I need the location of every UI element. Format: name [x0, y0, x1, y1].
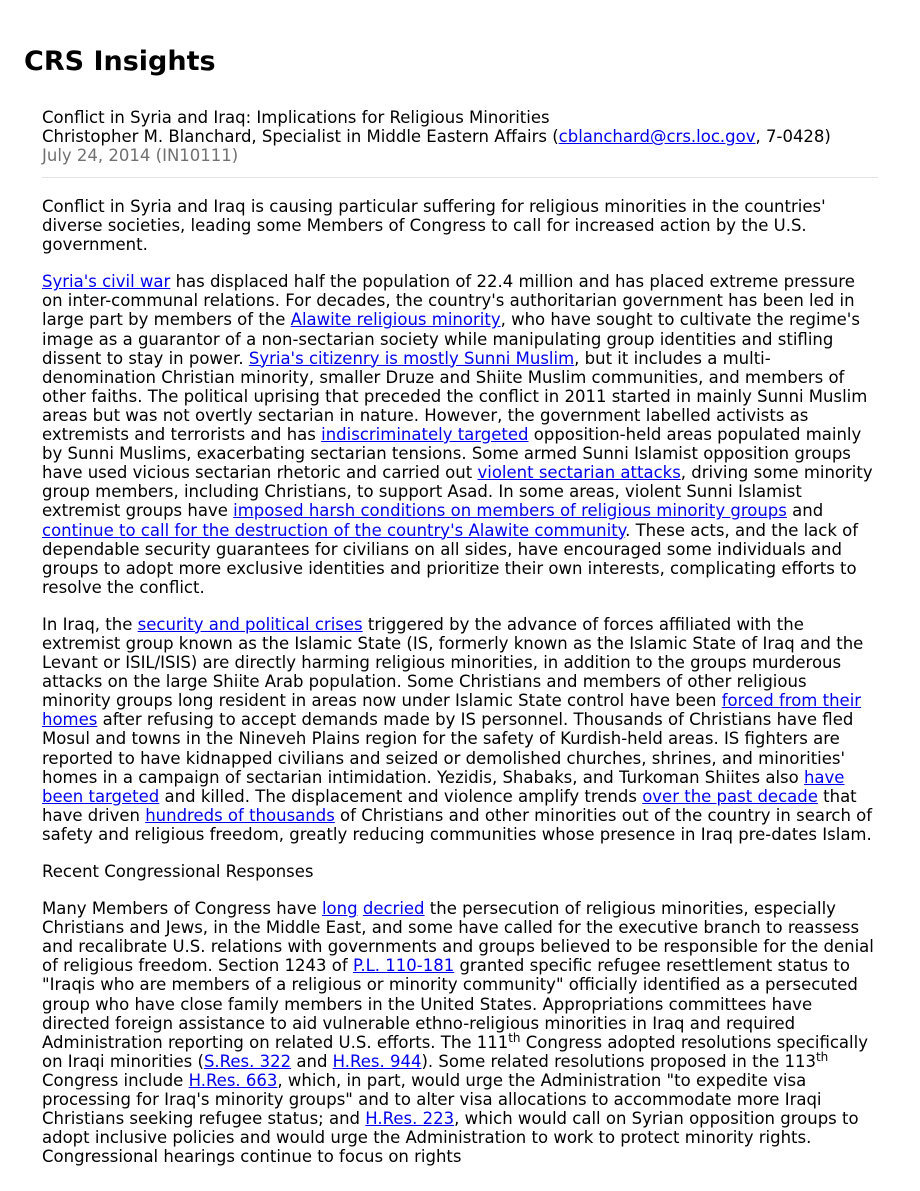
- link-security-political-crises[interactable]: security and political crises: [137, 614, 363, 634]
- superscript-th: th: [815, 1049, 829, 1064]
- header-divider: [42, 177, 878, 178]
- author-line: [42, 127, 882, 146]
- link-harsh-conditions[interactable]: imposed harsh conditions on members of religious minority groups: [233, 501, 787, 521]
- report-title: Conflict in Syria and Iraq: Implications for Religious Minorities: [42, 108, 550, 127]
- article-body: [42, 197, 880, 1184]
- site-title: CRS Insights: [24, 46, 216, 77]
- link-syria-civil-war[interactable]: Syria's civil war: [42, 272, 171, 292]
- link-pl-110-181[interactable]: P.L. 110-181: [352, 956, 455, 976]
- link-past-decade[interactable]: over the past decade: [642, 786, 818, 806]
- link-hres-944[interactable]: H.Res. 944: [332, 1051, 422, 1071]
- link-hres-663[interactable]: H.Res. 663: [188, 1070, 278, 1090]
- link-long[interactable]: long: [321, 899, 358, 919]
- link-been-targeted[interactable]: have been targeted: [42, 767, 845, 806]
- author-email-link[interactable]: cblanchard@crs.loc.gov: [558, 127, 756, 146]
- paragraph-syria: Syria's civil war has displaced half the population of 22.4 million and has placed extreme pressure on inter-communal relations. For decades, the country's authoritarian government has been led in large part by members of the Alawite religious minority, who have sought to cultivate the regime's image as a guarantor of a non-sectarian society while manipulating group identities and stifling dissent to stay in power. Syria's citizenry is mostly Sunni Muslim, but it includes a multi-denomination Christian minority, smaller Druze and Shiite Muslim communities, and members of other faiths. The political uprising that preceded the conflict in 2011 started in mainly Sunni Muslim areas but was not overtly sectarian in nature. However, the government labelled activists as extremists and terrorists and has indiscriminately targeted opposition-held areas populated mainly by Sunni Muslims, exacerbating sectarian tensions. Some armed Sunni Islamist opposition groups have used vicious sectarian rhetoric and carried out violent sectarian attacks, driving some minority group members, including Christians, to support Asad. In some areas, violent Sunni Islamist extremist groups have imposed harsh conditions on members of religious minority groups and continue to call for the destruction of the country's Alawite community. These acts, and the lack of dependable security guarantees for civilians on all sides, have encouraged some individuals and groups to adopt more exclusive identities and prioritize their own interests, complicating efforts to resolve the conflict.: [42, 272, 873, 597]
- link-violent-sectarian-attacks[interactable]: violent sectarian attacks: [477, 463, 681, 483]
- report-header: [42, 108, 882, 165]
- paragraph-congress: Many Members of Congress have long decried the persecution of religious minorities, especially Christians and Jews, in the Middle East, and some have called for the executive branch to reassess and recalibrate U.S. relations with governments and groups believed to be responsible for the denial of religious freedom. Section 1243 of P.L. 110-181 granted specific refugee resettlement status to "Iraqis who are members of a religious or minority community" officially identified as a persecuted group who have close family members in the United States. Appropriations committees have directed foreign assistance to aid vulnerable ethno-religious minorities in Iraq and required Administration reporting on related U.S. efforts. The 111th Congress adopted resolutions specifically on Iraqi minorities (S.Res. 322 and H.Res. 944). Some related resolutions proposed in the 113th Congress include H.Res. 663, which, in part, would urge the Administration "to expedite visa processing for Iraq's minority groups" and to alter visa allocations to accommodate more Iraqi Christians seeking refugee status; and H.Res. 223, which would call on Syrian opposition groups to adopt inclusive policies and would urge the Administration to work to protect minority rights. Congressional hearings continue to focus on rights: [42, 899, 874, 1167]
- paragraph-intro: Conflict in Syria and Iraq is causing particular suffering for religious minorities in the countries' diverse societies, leading some Members of Congress to call for increased action by the U.S. government.: [42, 197, 826, 255]
- link-sunni-citizenry[interactable]: Syria's citizenry is mostly Sunni Muslim: [248, 348, 575, 368]
- author-name: Christopher M. Blanchard, Specialist in Middle Eastern Affairs (: [42, 127, 559, 146]
- paragraph-iraq: In Iraq, the security and political crises triggered by the advance of forces affiliated with the extremist group known as the Islamic State (IS, formerly known as the Islamic State of Iraq and the Levant or ISIL/ISIS) are directly harming religious minorities, in addition to the groups murderous attacks on the large Shiite Arab population. Some Christians and members of other religious minority groups long resident in areas now under Islamic State control have been forced from their homes after refusing to accept demands made by IS personnel. Thousands of Christians have fled Mosul and towns in the Nineveh Plains region for the safety of Kurdish-held areas. IS fighters are reported to have kidnapped civilians and seized or demolished churches, shrines, and minorities' homes in a campaign of sectarian intimidation. Yezidis, Shabaks, and Turkoman Shiites also have been targeted and killed. The displacement and violence amplify trends over the past decade that have driven hundreds of thousands of Christians and other minorities out of the country in search of safety and religious freedom, greatly reducing communities whose presence in Iraq pre-dates Islam.: [42, 614, 873, 844]
- link-alawite-minority[interactable]: Alawite religious minority: [290, 310, 501, 330]
- link-decried[interactable]: decried: [362, 899, 425, 919]
- superscript-th: th: [508, 1030, 521, 1045]
- link-sres-322[interactable]: S.Res. 322: [203, 1051, 292, 1071]
- link-hundreds-of-thousands[interactable]: hundreds of thousands: [145, 805, 335, 825]
- section-heading: Recent Congressional Responses: [42, 862, 314, 881]
- link-forced-from-homes[interactable]: forced from their homes: [42, 691, 862, 730]
- report-date: July 24, 2014 (IN10111): [42, 146, 239, 165]
- link-indiscriminately-targeted[interactable]: indiscriminately targeted: [321, 425, 529, 445]
- link-hres-223[interactable]: H.Res. 223: [365, 1109, 455, 1129]
- link-alawite-destruction[interactable]: continue to call for the destruction of the country's Alawite community: [42, 520, 626, 540]
- author-phone: , 7-0428): [755, 127, 831, 146]
